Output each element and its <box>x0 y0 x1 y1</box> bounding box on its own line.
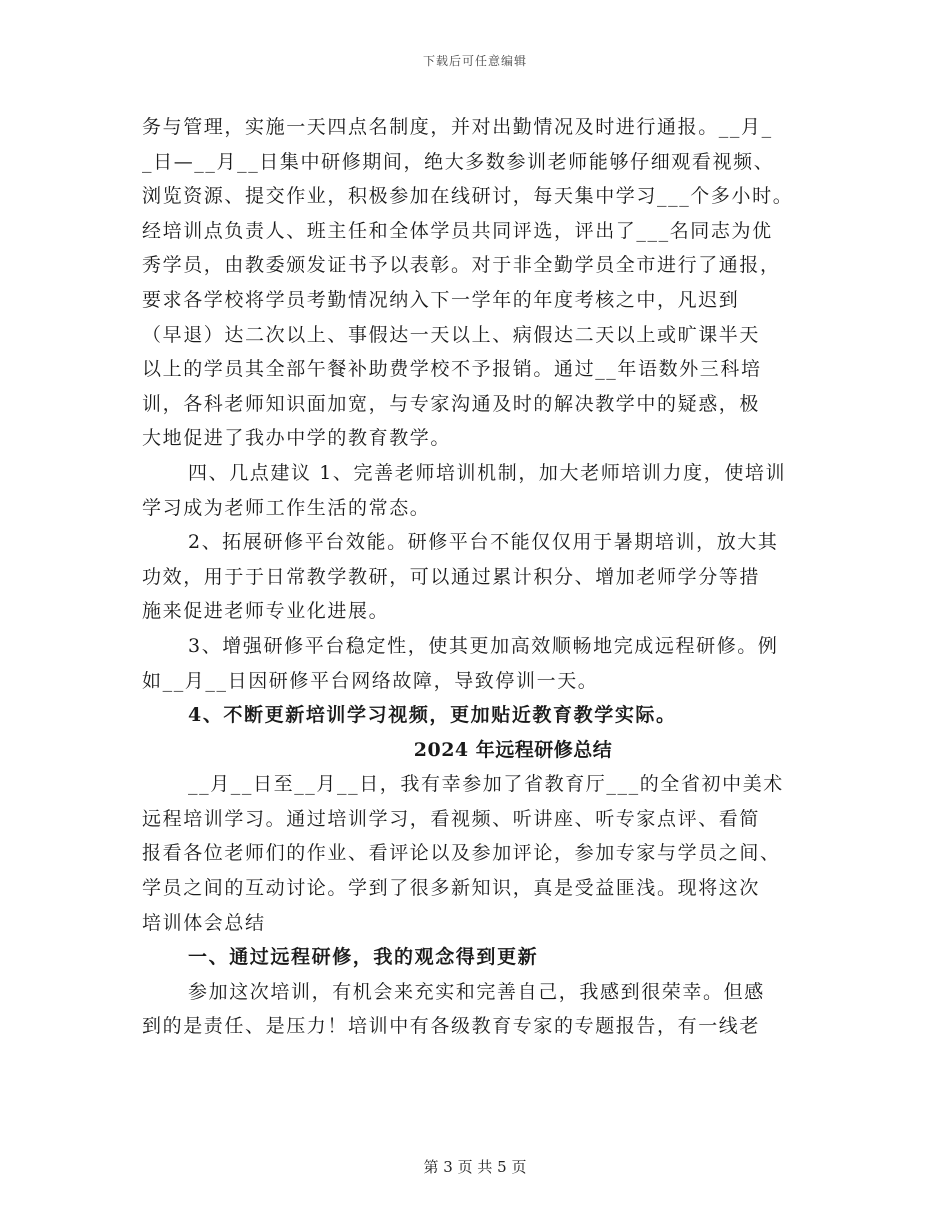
body-line: 经培训点负责人、班主任和全体学员共同评选，评出了___名同志为优 <box>142 219 773 242</box>
body-line: 学员之间的互动讨论。学到了很多新知识，真是受益匪浅。现将这次 <box>142 877 761 900</box>
body-line: 浏览资源、提交作业，积极参加在线研讨，每天集中学习___个多小时。 <box>142 185 794 208</box>
body-line: 到的是责任、是压力！培训中有各级教育专家的专题报告，有一线老 <box>142 1015 761 1038</box>
document-body <box>142 110 822 1044</box>
section-one-heading: 一、通过远程研修，我的观念得到更新 <box>188 946 539 969</box>
body-line: 学习成为老师工作生活的常态。 <box>142 496 431 519</box>
page-header: 下载后可任意编辑 <box>422 54 527 68</box>
suggestion-4-line: 4、不断更新培训学习视频，更加贴近教育教学实际。 <box>188 704 677 727</box>
body-line: 报看各位老师们的作业、看评论以及参加评论，参加专家与学员之间、 <box>142 842 781 865</box>
body-line: 如__月__日因研修平台网络故障，导致停训一天。 <box>142 669 599 692</box>
body-line: 务与管理，实施一天四点名制度，并对出勤情况及时进行通报。__月_ <box>142 116 773 138</box>
body-line: 施来促进老师专业化进展。 <box>142 600 390 623</box>
body-line: （早退）达二次以上、事假达一天以上、病假达二天以上或旷课半天 <box>142 323 761 346</box>
body-line: 培训体会总结 <box>142 911 266 934</box>
body-line: __月__日至__月__日，我有幸参加了省教育厅___的全省初中美术 <box>188 773 784 796</box>
section-four-heading-line: 四、几点建议 1、完善老师培训机制，加大老师培训力度，使培训 <box>188 461 787 484</box>
suggestion-2-line: 2、拓展研修平台效能。研修平台不能仅仅用于暑期培训，放大其 <box>188 531 779 554</box>
page-number-footer: 第 3 页 共 5 页 <box>423 1158 527 1176</box>
body-line: 远程培训学习。通过培训学习，看视频、听讲座、听专家点评、看简 <box>142 807 761 830</box>
body-line: 大地促进了我办中学的教育教学。 <box>142 427 452 450</box>
body-line: 参加这次培训，有机会来充实和完善自己，我感到很荣幸。但感 <box>188 980 765 1003</box>
body-line: 训，各科老师知识面加宽，与专家沟通及时的解决教学中的疑惑，极 <box>142 392 761 415</box>
body-line: _日—__月__日集中研修期间，绝大多数参训老师能够仔细观看视频、 <box>142 150 775 173</box>
body-line: 要求各学校将学员考勤情况纳入下一学年的年度考核之中，凡迟到 <box>142 288 740 311</box>
body-line: 以上的学员其全部午餐补助费学校不予报销。通过__年语数外三科培 <box>142 358 762 381</box>
suggestion-3-line: 3、增强研修平台稳定性，使其更加高效顺畅地完成远程研修。例 <box>188 634 779 657</box>
body-line: 功效，用于于日常教学教研，可以通过累计积分、增加老师学分等措 <box>142 565 761 588</box>
body-line: 秀学员，由教委颁发证书予以表彰。对于非全勤学员全市进行了通报， <box>142 254 781 277</box>
document-title: 2024 年远程研修总结 <box>413 738 613 761</box>
